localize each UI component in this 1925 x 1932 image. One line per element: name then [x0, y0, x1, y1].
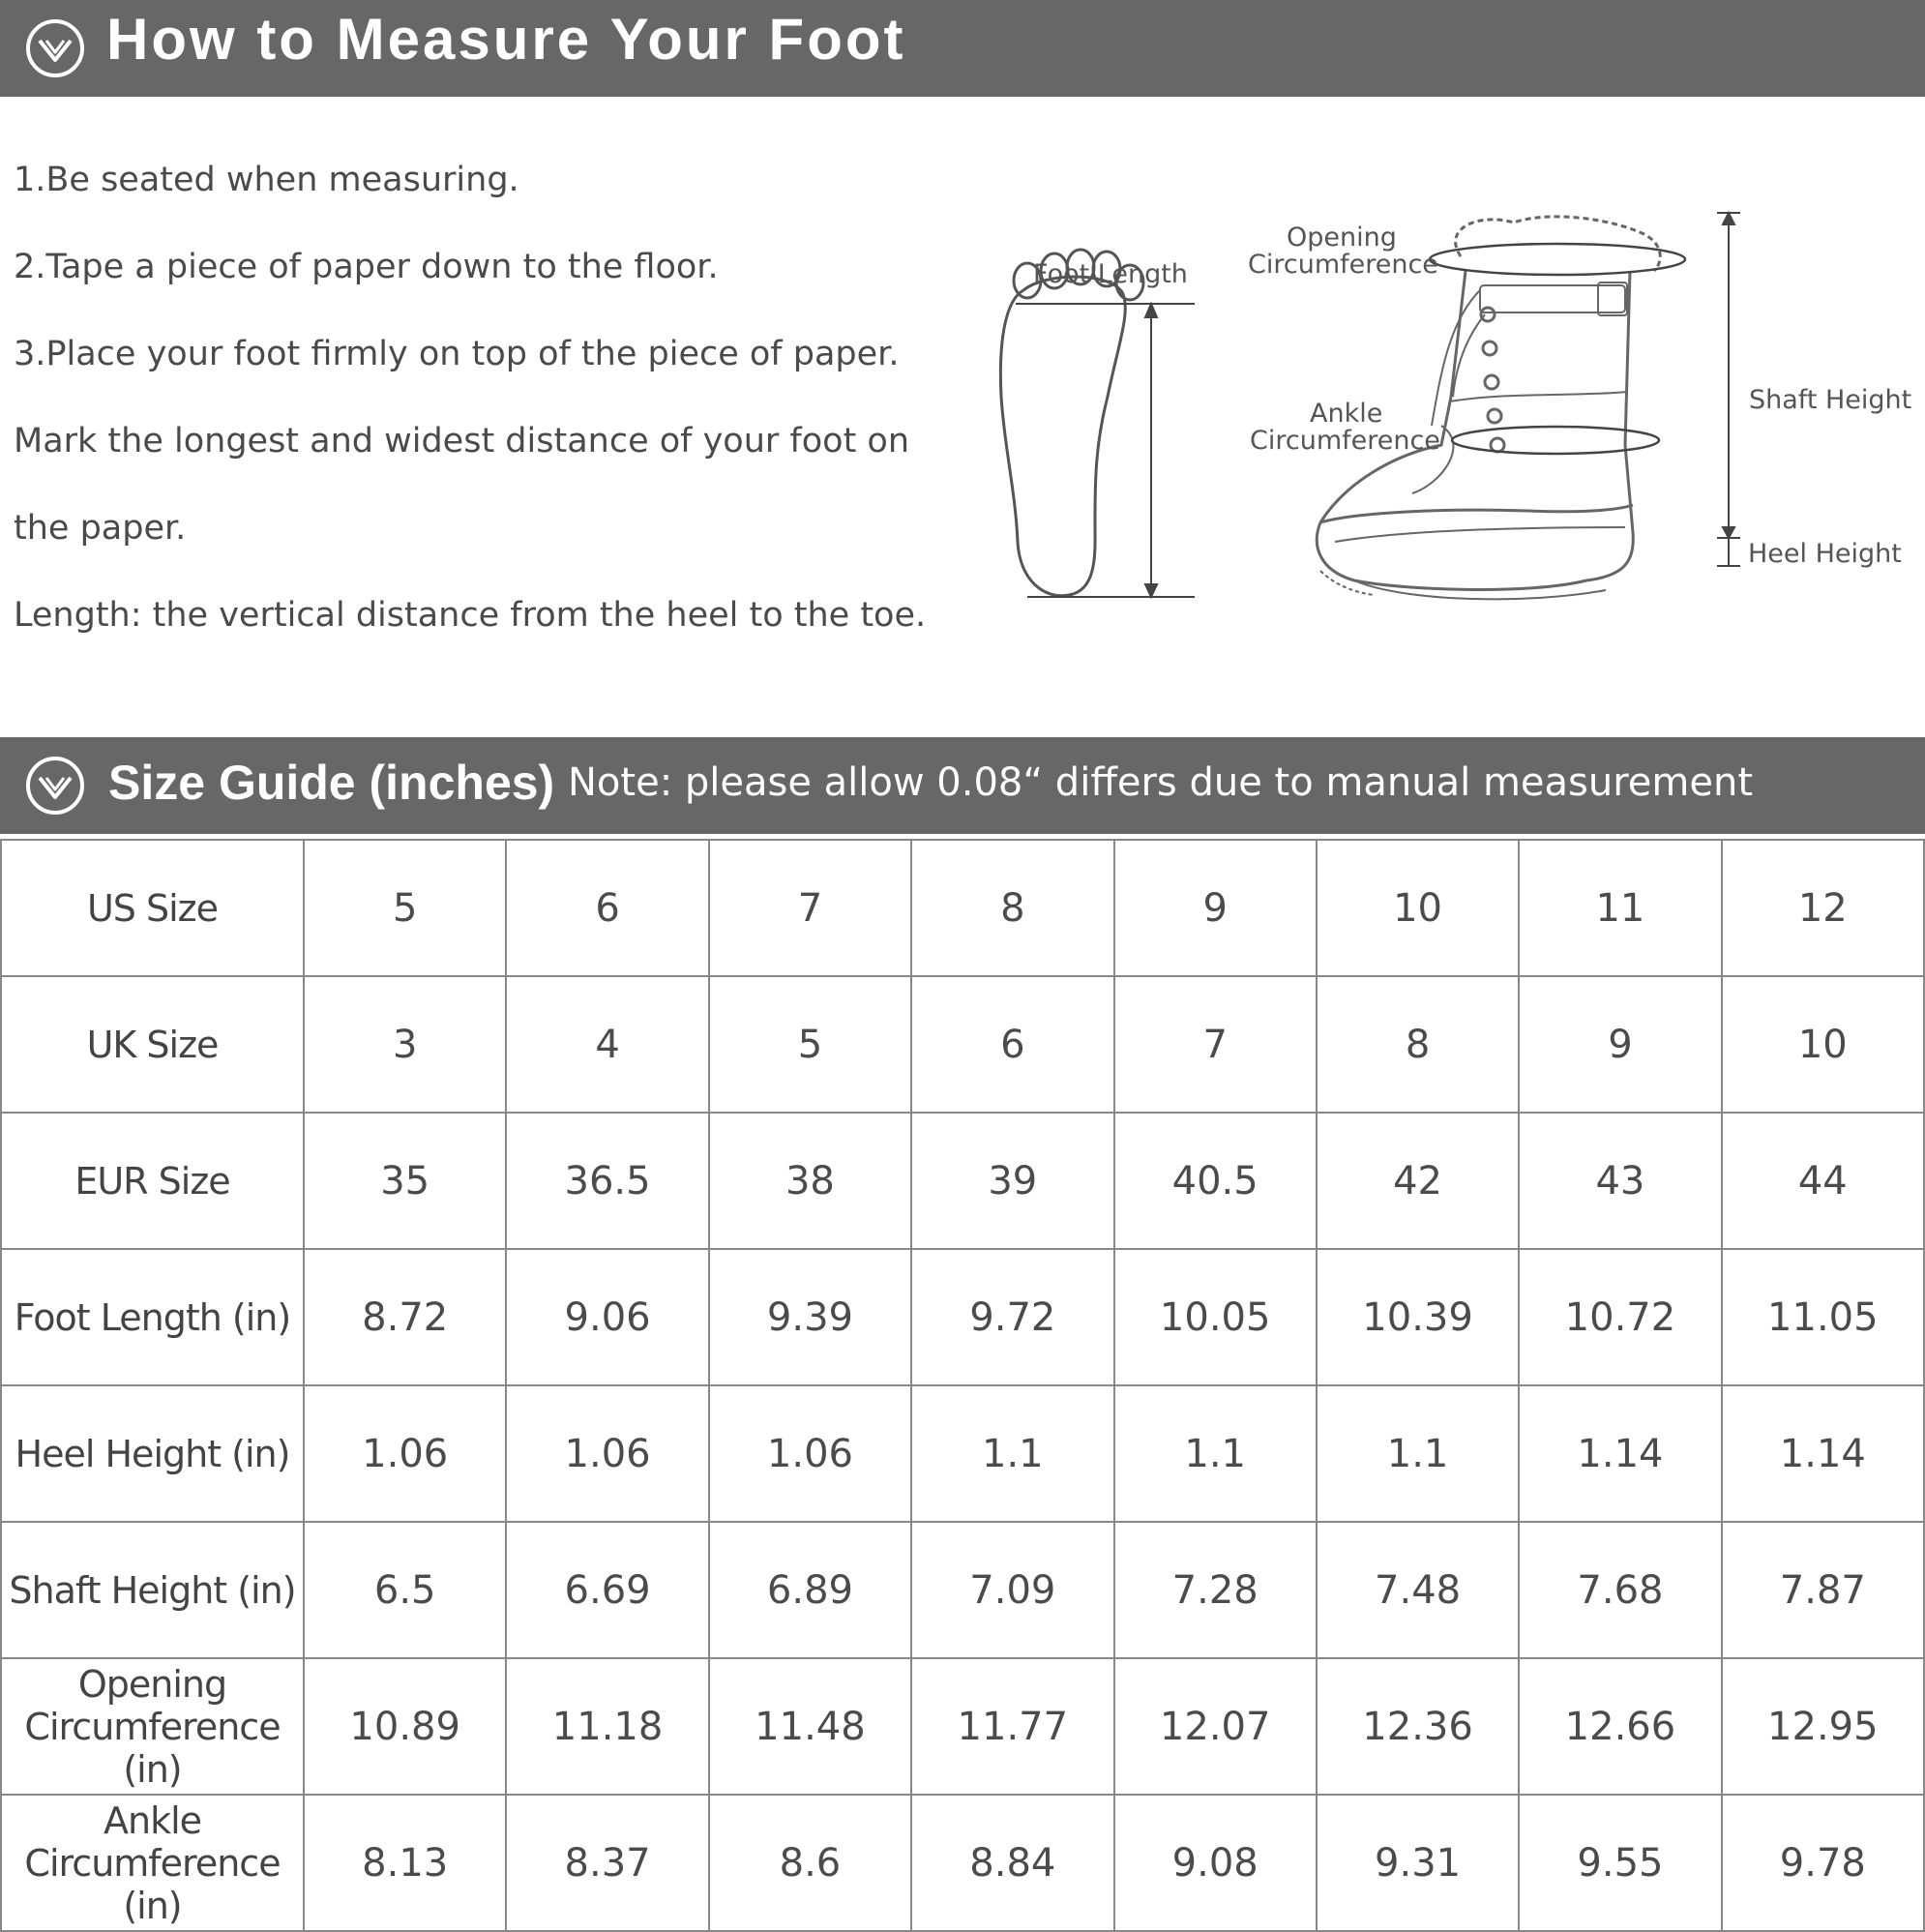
- table-cell: 6: [506, 840, 708, 976]
- heel-height-label: Heel Height: [1748, 539, 1902, 569]
- table-cell: 6.69: [506, 1522, 708, 1658]
- table-cell: 1.06: [709, 1385, 911, 1522]
- table-cell: 8: [1317, 976, 1519, 1113]
- size-guide-header: [0, 737, 1925, 834]
- table-cell: 10: [1317, 840, 1519, 976]
- table-cell: 39: [911, 1113, 1113, 1249]
- table-cell: 1.14: [1722, 1385, 1924, 1522]
- table-cell: 1.14: [1519, 1385, 1721, 1522]
- table-cell: 12.66: [1519, 1658, 1721, 1795]
- table-row: [1, 1522, 1924, 1658]
- table-cell: 7.48: [1317, 1522, 1519, 1658]
- table-cell: 7.09: [911, 1522, 1113, 1658]
- opening-ring: [1430, 244, 1685, 275]
- instruction-line: 2.Tape a piece of paper down to the floor.: [14, 248, 719, 286]
- table-cell: 10.05: [1114, 1249, 1317, 1385]
- table-cell: 9.72: [911, 1249, 1113, 1385]
- size-guide-title: Size Guide (inches): [108, 756, 555, 810]
- instruction-line: Mark the longest and widest distance of your foot on: [14, 422, 910, 461]
- table-cell: 11.48: [709, 1658, 911, 1795]
- table-cell: 9.08: [1114, 1795, 1317, 1931]
- foot-length-marker: [1016, 304, 1195, 597]
- ankle-ring: [1452, 427, 1659, 454]
- table-cell: 38: [709, 1113, 911, 1249]
- measurement-diagram: [987, 203, 1925, 658]
- row-header: UK Size: [1, 976, 304, 1113]
- instruction-line: 3.Place your foot firmly on top of the piece of paper.: [14, 335, 900, 373]
- table-cell: 12.95: [1722, 1658, 1924, 1795]
- table-cell: 7.28: [1114, 1522, 1317, 1658]
- row-header: Heel Height (in): [1, 1385, 304, 1522]
- table-cell: 1.1: [911, 1385, 1113, 1522]
- size-table-body: [1, 840, 1924, 1931]
- measure-header: [0, 0, 1925, 97]
- measure-instructions: [14, 145, 942, 668]
- table-row: [1, 1658, 1924, 1795]
- table-row: [1, 1249, 1924, 1385]
- table-cell: 7.87: [1722, 1522, 1924, 1658]
- table-cell: 1.06: [506, 1385, 708, 1522]
- row-header: Foot Length (in): [1, 1249, 304, 1385]
- table-cell: 10.72: [1519, 1249, 1721, 1385]
- table-cell: 43: [1519, 1113, 1721, 1249]
- table-cell: 44: [1722, 1113, 1924, 1249]
- table-cell: 7: [1114, 976, 1317, 1113]
- table-row: [1, 1385, 1924, 1522]
- table-cell: 9.55: [1519, 1795, 1721, 1931]
- foot-length-label: Foot Length: [1033, 259, 1188, 289]
- table-cell: 35: [304, 1113, 506, 1249]
- height-markers: [1717, 213, 1740, 566]
- table-cell: 40.5: [1114, 1113, 1317, 1249]
- instruction-line: Length: the vertical distance from the heel to the toe.: [14, 596, 927, 635]
- table-cell: 6.89: [709, 1522, 911, 1658]
- table-cell: 8.6: [709, 1795, 911, 1931]
- size-guide-note: Note: please allow 0.08“ differs due to manual measurement: [568, 760, 1753, 805]
- row-header: Shaft Height (in): [1, 1522, 304, 1658]
- table-cell: 11.18: [506, 1658, 708, 1795]
- table-cell: 4: [506, 976, 708, 1113]
- table-cell: 9: [1114, 840, 1317, 976]
- table-cell: 6: [911, 976, 1113, 1113]
- table-cell: 1.1: [1317, 1385, 1519, 1522]
- table-cell: 7: [709, 840, 911, 976]
- table-row: [1, 840, 1924, 976]
- table-cell: 9.06: [506, 1249, 708, 1385]
- opening-label-line2: Circumference: [1248, 250, 1438, 280]
- chevron-down-circle-icon: [24, 755, 86, 817]
- chevron-down-circle-icon: [24, 17, 86, 79]
- table-cell: 10.39: [1317, 1249, 1519, 1385]
- row-header: Ankle Circumference (in): [1, 1795, 304, 1931]
- table-cell: 8.37: [506, 1795, 708, 1931]
- table-cell: 36.5: [506, 1113, 708, 1249]
- table-cell: 1.1: [1114, 1385, 1317, 1522]
- row-header: US Size: [1, 840, 304, 976]
- table-cell: 11.05: [1722, 1249, 1924, 1385]
- table-row: [1, 976, 1924, 1113]
- measure-title: How to Measure Your Foot: [106, 7, 906, 72]
- ankle-label-line1: Ankle: [1310, 399, 1383, 429]
- opening-label-line1: Opening: [1287, 223, 1397, 253]
- table-cell: 11.77: [911, 1658, 1113, 1795]
- size-table: [0, 839, 1925, 1932]
- table-cell: 8: [911, 840, 1113, 976]
- table-cell: 3: [304, 976, 506, 1113]
- table-cell: 10.89: [304, 1658, 506, 1795]
- table-row: [1, 1113, 1924, 1249]
- table-cell: 9: [1519, 976, 1721, 1113]
- table-cell: 9.31: [1317, 1795, 1519, 1931]
- table-cell: 5: [709, 976, 911, 1113]
- table-cell: 9.78: [1722, 1795, 1924, 1931]
- table-cell: 6.5: [304, 1522, 506, 1658]
- table-cell: 8.84: [911, 1795, 1113, 1931]
- instruction-line: 1.Be seated when measuring.: [14, 161, 519, 199]
- row-header: Opening Circumference (in): [1, 1658, 304, 1795]
- table-cell: 10: [1722, 976, 1924, 1113]
- table-cell: 12: [1722, 840, 1924, 976]
- table-cell: 12.36: [1317, 1658, 1519, 1795]
- table-cell: 1.06: [304, 1385, 506, 1522]
- foot-outline-icon: [1000, 250, 1143, 596]
- table-cell: 11: [1519, 840, 1721, 976]
- instruction-line: the paper.: [14, 509, 187, 548]
- table-cell: 7.68: [1519, 1522, 1721, 1658]
- shaft-height-label: Shaft Height: [1749, 385, 1912, 415]
- table-cell: 8.72: [304, 1249, 506, 1385]
- table-cell: 8.13: [304, 1795, 506, 1931]
- table-cell: 12.07: [1114, 1658, 1317, 1795]
- table-cell: 42: [1317, 1113, 1519, 1249]
- table-cell: 5: [304, 840, 506, 976]
- table-cell: 9.39: [709, 1249, 911, 1385]
- ankle-label-line2: Circumference: [1250, 426, 1440, 456]
- row-header: EUR Size: [1, 1113, 304, 1249]
- table-row: [1, 1795, 1924, 1931]
